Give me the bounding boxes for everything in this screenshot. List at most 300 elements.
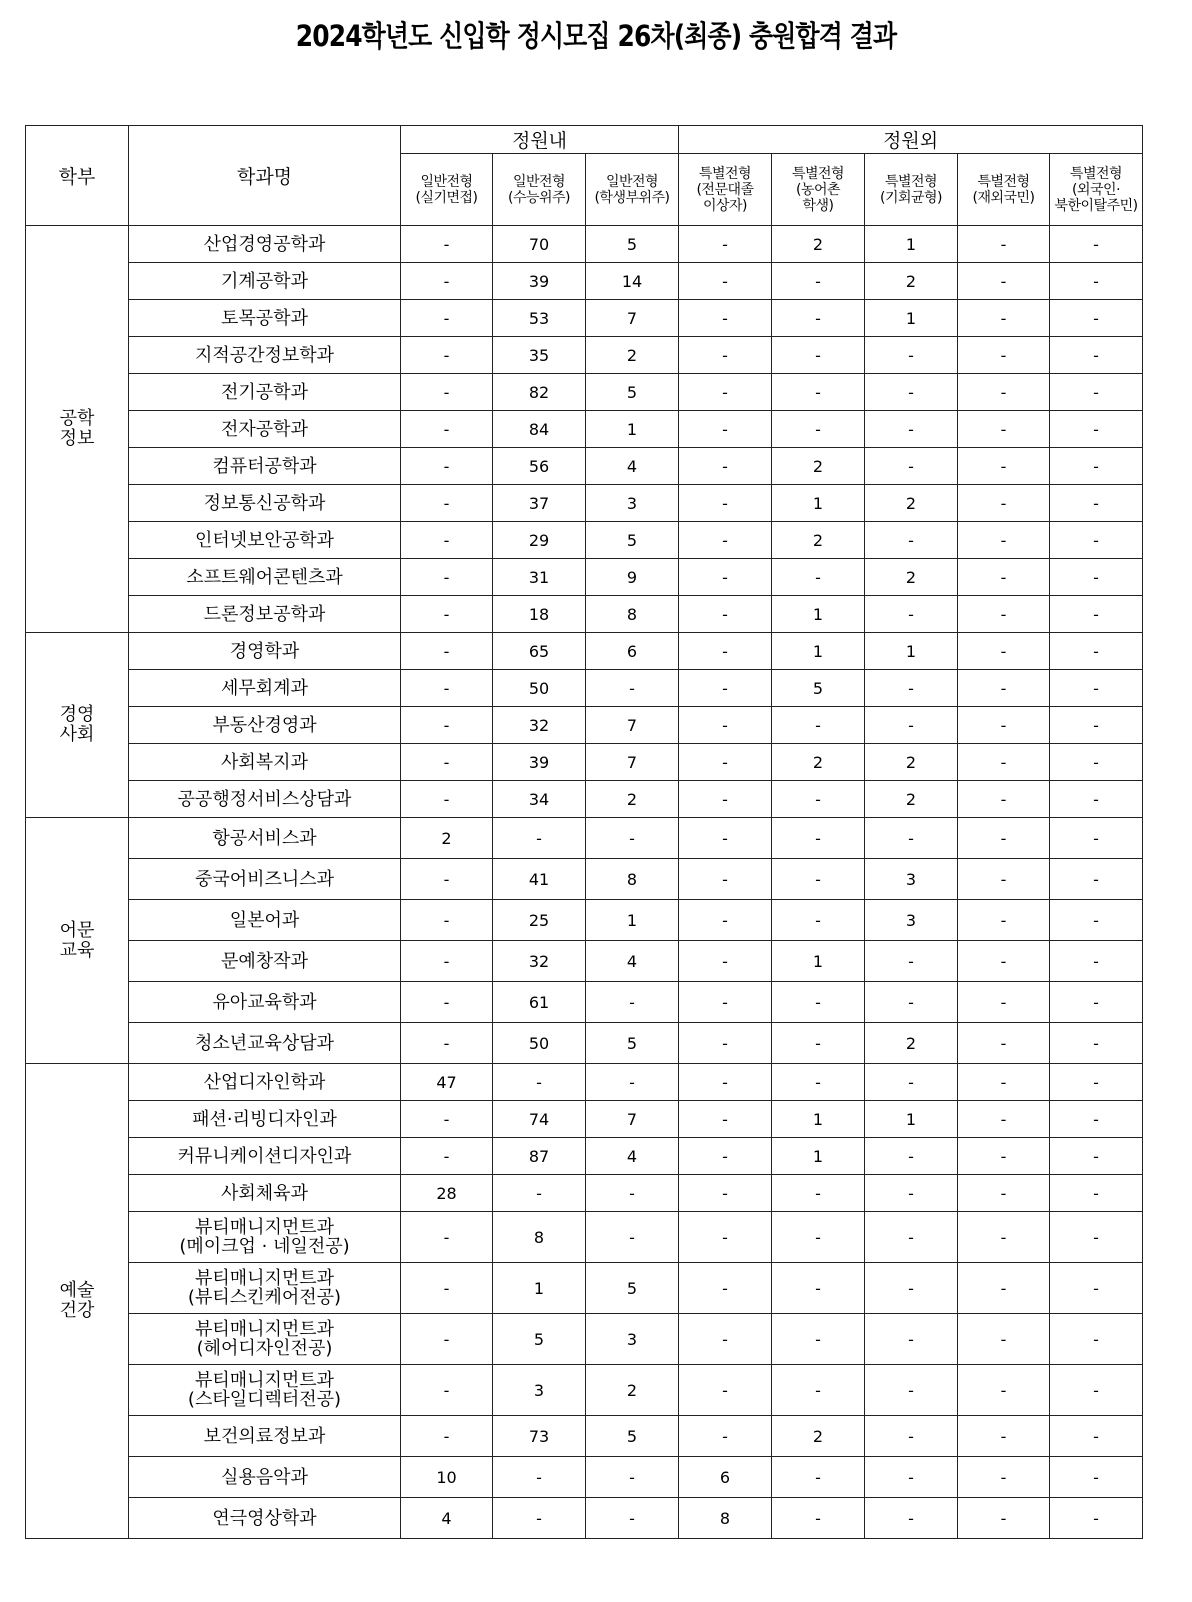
major-name: 토목공학과 (129, 300, 401, 337)
value-cell: 56 (493, 448, 586, 485)
value-cell: - (865, 411, 958, 448)
value-cell: - (1050, 1314, 1143, 1365)
value-cell: - (401, 374, 493, 411)
value-cell: - (1050, 596, 1143, 633)
value-cell: - (958, 337, 1050, 374)
table-row (26, 1263, 1143, 1314)
value-cell: - (772, 559, 865, 596)
value-cell: - (958, 1138, 1050, 1175)
value-cell: - (772, 707, 865, 744)
value-cell: - (958, 1416, 1050, 1457)
value-cell: 31 (493, 559, 586, 596)
value-cell: - (958, 670, 1050, 707)
value-cell: - (865, 522, 958, 559)
value-cell: 18 (493, 596, 586, 633)
value-cell: - (586, 1498, 679, 1539)
value-cell: 2 (772, 744, 865, 781)
value-cell: - (1050, 859, 1143, 900)
value-cell: - (1050, 522, 1143, 559)
value-cell: - (679, 982, 772, 1023)
value-cell: 7 (586, 707, 679, 744)
value-cell: - (401, 1138, 493, 1175)
value-cell: - (865, 1457, 958, 1498)
value-cell: - (679, 707, 772, 744)
major-name: 청소년교육상담과 (129, 1023, 401, 1064)
department-name: 어문교육 (59, 919, 95, 961)
value-cell: - (958, 707, 1050, 744)
value-cell: - (679, 1138, 772, 1175)
value-cell: 2 (865, 781, 958, 818)
value-cell: - (401, 1416, 493, 1457)
value-cell: - (1050, 1416, 1143, 1457)
major-name: 컴퓨터공학과 (129, 448, 401, 485)
value-cell: - (401, 1365, 493, 1416)
value-cell: 7 (586, 300, 679, 337)
header-column: 특별전형 (농어촌 학생) (772, 154, 865, 226)
value-cell: - (679, 781, 772, 818)
value-cell: 1 (772, 1138, 865, 1175)
value-cell: - (679, 1175, 772, 1212)
value-cell: - (493, 1457, 586, 1498)
table-row (26, 485, 1143, 522)
major-name: 부동산경영과 (129, 707, 401, 744)
table-row (26, 982, 1143, 1023)
value-cell: 47 (401, 1064, 493, 1101)
value-cell: - (679, 1101, 772, 1138)
value-cell: 65 (493, 633, 586, 670)
major-name: 정보통신공학과 (129, 485, 401, 522)
value-cell: - (401, 670, 493, 707)
major-name: 문예창작과 (129, 941, 401, 982)
value-cell: - (772, 1314, 865, 1365)
value-cell: - (772, 1175, 865, 1212)
value-cell: - (679, 559, 772, 596)
value-cell: - (679, 941, 772, 982)
table-row (26, 1138, 1143, 1175)
value-cell: - (772, 818, 865, 859)
value-cell: 2 (772, 448, 865, 485)
value-cell: 4 (586, 1138, 679, 1175)
value-cell: - (1050, 1101, 1143, 1138)
value-cell: - (958, 1064, 1050, 1101)
value-cell: - (401, 900, 493, 941)
value-cell: - (1050, 1498, 1143, 1539)
value-cell: - (401, 522, 493, 559)
value-cell: - (586, 1457, 679, 1498)
value-cell: - (958, 1175, 1050, 1212)
value-cell: 1 (586, 411, 679, 448)
header-group-in: 정원내 (401, 126, 679, 154)
major-name: 항공서비스과 (129, 818, 401, 859)
value-cell: - (401, 1023, 493, 1064)
table-row (26, 448, 1143, 485)
value-cell: - (865, 596, 958, 633)
value-cell: - (865, 1314, 958, 1365)
value-cell: - (958, 744, 1050, 781)
value-cell: 34 (493, 781, 586, 818)
value-cell: 3 (493, 1365, 586, 1416)
value-cell: 84 (493, 411, 586, 448)
value-cell: - (1050, 374, 1143, 411)
value-cell: - (865, 1498, 958, 1539)
value-cell: 2 (865, 263, 958, 300)
value-cell: - (679, 448, 772, 485)
value-cell: - (679, 1416, 772, 1457)
value-cell: - (679, 226, 772, 263)
major-name: 연극영상학과 (129, 1498, 401, 1539)
value-cell: - (679, 263, 772, 300)
value-cell: - (679, 859, 772, 900)
table-header (26, 126, 1143, 226)
value-cell: 5 (586, 1023, 679, 1064)
value-cell: - (865, 337, 958, 374)
value-cell: 82 (493, 374, 586, 411)
value-cell: - (586, 818, 679, 859)
table-row (26, 859, 1143, 900)
major-name: 공공행정서비스상담과 (129, 781, 401, 818)
value-cell: - (958, 818, 1050, 859)
value-cell: - (679, 337, 772, 374)
results-table (25, 125, 1143, 1539)
table-row (26, 1498, 1143, 1539)
value-cell: - (586, 670, 679, 707)
table-row (26, 226, 1143, 263)
value-cell: 3 (865, 900, 958, 941)
value-cell: - (1050, 818, 1143, 859)
value-cell: - (958, 448, 1050, 485)
major-name: 드론정보공학과 (129, 596, 401, 633)
table-row (26, 707, 1143, 744)
value-cell: - (772, 900, 865, 941)
major-name: 산업경영공학과 (129, 226, 401, 263)
value-cell: 61 (493, 982, 586, 1023)
value-cell: 3 (865, 859, 958, 900)
value-cell: - (1050, 1212, 1143, 1263)
major-name: 소프트웨어콘텐츠과 (129, 559, 401, 596)
value-cell: - (679, 818, 772, 859)
value-cell: - (401, 859, 493, 900)
value-cell: - (772, 337, 865, 374)
value-cell: 73 (493, 1416, 586, 1457)
value-cell: - (865, 941, 958, 982)
value-cell: - (1050, 1175, 1143, 1212)
major-name: 유아교육학과 (129, 982, 401, 1023)
value-cell: - (401, 633, 493, 670)
value-cell: - (772, 1023, 865, 1064)
major-name: 지적공간정보학과 (129, 337, 401, 374)
value-cell: 1 (772, 1101, 865, 1138)
value-cell: 3 (586, 1314, 679, 1365)
value-cell: - (1050, 941, 1143, 982)
major-name: 경영학과 (129, 633, 401, 670)
table-row (26, 633, 1143, 670)
value-cell: 4 (401, 1498, 493, 1539)
value-cell: - (958, 633, 1050, 670)
value-cell: 1 (865, 300, 958, 337)
major-name: 중국어비즈니스과 (129, 859, 401, 900)
major-name: 전자공학과 (129, 411, 401, 448)
value-cell: - (679, 670, 772, 707)
value-cell: - (958, 300, 1050, 337)
table-row (26, 263, 1143, 300)
value-cell: - (401, 596, 493, 633)
value-cell: 53 (493, 300, 586, 337)
value-cell: - (1050, 300, 1143, 337)
value-cell: 1 (493, 1263, 586, 1314)
value-cell: - (401, 448, 493, 485)
value-cell: - (958, 559, 1050, 596)
value-cell: - (1050, 1457, 1143, 1498)
department-cell (26, 818, 129, 1064)
value-cell: 5 (586, 1263, 679, 1314)
value-cell: 2 (586, 1365, 679, 1416)
value-cell: 2 (586, 337, 679, 374)
major-name: 뷰티매니지먼트과 (헤어디자인전공) (129, 1314, 401, 1365)
value-cell: - (958, 1365, 1050, 1416)
value-cell: - (772, 300, 865, 337)
value-cell: - (958, 1263, 1050, 1314)
value-cell: - (958, 374, 1050, 411)
value-cell: - (958, 1101, 1050, 1138)
value-cell: - (401, 707, 493, 744)
table-row (26, 941, 1143, 982)
value-cell: - (586, 1064, 679, 1101)
department-cell (26, 226, 129, 633)
value-cell: - (586, 982, 679, 1023)
value-cell: - (679, 1212, 772, 1263)
value-cell: - (679, 522, 772, 559)
value-cell: 39 (493, 263, 586, 300)
table-row (26, 596, 1143, 633)
value-cell: - (401, 485, 493, 522)
value-cell: 1 (865, 633, 958, 670)
value-cell: - (865, 374, 958, 411)
value-cell: - (679, 411, 772, 448)
value-cell: - (679, 374, 772, 411)
major-name: 산업디자인학과 (129, 1064, 401, 1101)
value-cell: 2 (865, 1023, 958, 1064)
value-cell: 50 (493, 670, 586, 707)
table-row (26, 1023, 1143, 1064)
value-cell: - (493, 1064, 586, 1101)
value-cell: 10 (401, 1457, 493, 1498)
value-cell: 70 (493, 226, 586, 263)
value-cell: - (865, 818, 958, 859)
value-cell: - (493, 818, 586, 859)
table-row (26, 374, 1143, 411)
value-cell: 25 (493, 900, 586, 941)
table-row (26, 559, 1143, 596)
table-row (26, 1175, 1143, 1212)
major-name: 사회복지과 (129, 744, 401, 781)
value-cell: - (401, 744, 493, 781)
value-cell: - (772, 859, 865, 900)
value-cell: 5 (586, 522, 679, 559)
table-row (26, 900, 1143, 941)
value-cell: 8 (586, 859, 679, 900)
value-cell: - (958, 982, 1050, 1023)
value-cell: 5 (493, 1314, 586, 1365)
value-cell: 8 (679, 1498, 772, 1539)
value-cell: - (679, 633, 772, 670)
value-cell: - (865, 1416, 958, 1457)
value-cell: 2 (586, 781, 679, 818)
value-cell: - (958, 411, 1050, 448)
table-row (26, 411, 1143, 448)
value-cell: - (493, 1498, 586, 1539)
value-cell: 32 (493, 941, 586, 982)
major-name: 커뮤니케이션디자인과 (129, 1138, 401, 1175)
value-cell: 5 (586, 226, 679, 263)
value-cell: - (958, 226, 1050, 263)
value-cell: - (401, 337, 493, 374)
value-cell: 32 (493, 707, 586, 744)
value-cell: - (1050, 226, 1143, 263)
header-column: 특별전형 (기회균형) (865, 154, 958, 226)
major-name: 사회체육과 (129, 1175, 401, 1212)
value-cell: 14 (586, 263, 679, 300)
page-title: 2024학년도 신입학 정시모집 26차(최종) 충원합격 결과 (295, 19, 897, 53)
header-group-out: 정원외 (679, 126, 1143, 154)
value-cell: - (1050, 448, 1143, 485)
value-cell: 39 (493, 744, 586, 781)
value-cell: - (772, 1457, 865, 1498)
value-cell: - (1050, 1138, 1143, 1175)
value-cell: 2 (401, 818, 493, 859)
table-row (26, 522, 1143, 559)
value-cell: 8 (586, 596, 679, 633)
value-cell: - (679, 900, 772, 941)
value-cell: 6 (679, 1457, 772, 1498)
value-cell: - (401, 226, 493, 263)
value-cell: - (958, 1212, 1050, 1263)
value-cell: - (1050, 263, 1143, 300)
value-cell: 2 (865, 559, 958, 596)
value-cell: - (1050, 337, 1143, 374)
value-cell: - (679, 744, 772, 781)
value-cell: - (772, 982, 865, 1023)
value-cell: - (958, 263, 1050, 300)
value-cell: - (679, 596, 772, 633)
value-cell: - (401, 941, 493, 982)
value-cell: 2 (772, 226, 865, 263)
value-cell: - (401, 559, 493, 596)
value-cell: - (401, 781, 493, 818)
value-cell: 8 (493, 1212, 586, 1263)
major-name: 뷰티매니지먼트과 (뷰티스킨케어전공) (129, 1263, 401, 1314)
value-cell: - (865, 707, 958, 744)
value-cell: - (772, 1263, 865, 1314)
value-cell: - (401, 1212, 493, 1263)
value-cell: - (958, 900, 1050, 941)
table-row (26, 818, 1143, 859)
value-cell: 74 (493, 1101, 586, 1138)
value-cell: 1 (772, 941, 865, 982)
major-name: 세무회계과 (129, 670, 401, 707)
value-cell: - (865, 982, 958, 1023)
value-cell: - (772, 781, 865, 818)
value-cell: 29 (493, 522, 586, 559)
table-row (26, 1457, 1143, 1498)
table-row (26, 1365, 1143, 1416)
value-cell: 28 (401, 1175, 493, 1212)
major-name: 패션·리빙디자인과 (129, 1101, 401, 1138)
value-cell: - (401, 263, 493, 300)
value-cell: 7 (586, 1101, 679, 1138)
table-row (26, 300, 1143, 337)
value-cell: - (1050, 485, 1143, 522)
header-column: 특별전형 (외국인· 북한이탈주민) (1050, 154, 1143, 226)
value-cell: - (1050, 744, 1143, 781)
header-column: 일반전형 (학생부위주) (586, 154, 679, 226)
value-cell: 35 (493, 337, 586, 374)
value-cell: - (679, 1263, 772, 1314)
value-cell: - (772, 1064, 865, 1101)
major-name: 기계공학과 (129, 263, 401, 300)
value-cell: - (865, 1365, 958, 1416)
value-cell: - (772, 263, 865, 300)
table-row (26, 1212, 1143, 1263)
value-cell: 87 (493, 1138, 586, 1175)
value-cell: 37 (493, 485, 586, 522)
department-name: 공학정보 (59, 408, 95, 449)
value-cell: - (1050, 1064, 1143, 1101)
major-name: 뷰티매니지먼트과 (메이크업 · 네일전공) (129, 1212, 401, 1263)
department-cell (26, 633, 129, 818)
table-row (26, 1101, 1143, 1138)
value-cell: 9 (586, 559, 679, 596)
value-cell: - (1050, 781, 1143, 818)
value-cell: 7 (586, 744, 679, 781)
value-cell: - (865, 670, 958, 707)
value-cell: - (679, 1314, 772, 1365)
table-row (26, 1416, 1143, 1457)
value-cell: 5 (772, 670, 865, 707)
table-row (26, 1064, 1143, 1101)
value-cell: 50 (493, 1023, 586, 1064)
value-cell: - (958, 522, 1050, 559)
value-cell: - (958, 596, 1050, 633)
department-cell (26, 1064, 129, 1539)
value-cell: 5 (586, 374, 679, 411)
value-cell: - (679, 1365, 772, 1416)
major-name: 실용음악과 (129, 1457, 401, 1498)
header-major: 학과명 (129, 126, 401, 226)
header-column: 특별전형 (전문대졸 이상자) (679, 154, 772, 226)
value-cell: - (1050, 411, 1143, 448)
value-cell: - (1050, 1023, 1143, 1064)
department-name: 경영사회 (59, 704, 95, 745)
value-cell: - (401, 300, 493, 337)
value-cell: - (958, 1498, 1050, 1539)
value-cell: - (958, 485, 1050, 522)
major-name: 인터넷보안공학과 (129, 522, 401, 559)
value-cell: 6 (586, 633, 679, 670)
value-cell: - (958, 859, 1050, 900)
value-cell: - (586, 1212, 679, 1263)
value-cell: - (958, 1023, 1050, 1064)
value-cell: - (865, 448, 958, 485)
value-cell: - (772, 1365, 865, 1416)
value-cell: 1 (772, 485, 865, 522)
value-cell: - (1050, 670, 1143, 707)
value-cell: - (401, 1101, 493, 1138)
major-name: 보건의료정보과 (129, 1416, 401, 1457)
value-cell: - (679, 1023, 772, 1064)
value-cell: - (958, 1457, 1050, 1498)
header-column: 특별전형 (재외국민) (958, 154, 1050, 226)
table-row (26, 337, 1143, 374)
